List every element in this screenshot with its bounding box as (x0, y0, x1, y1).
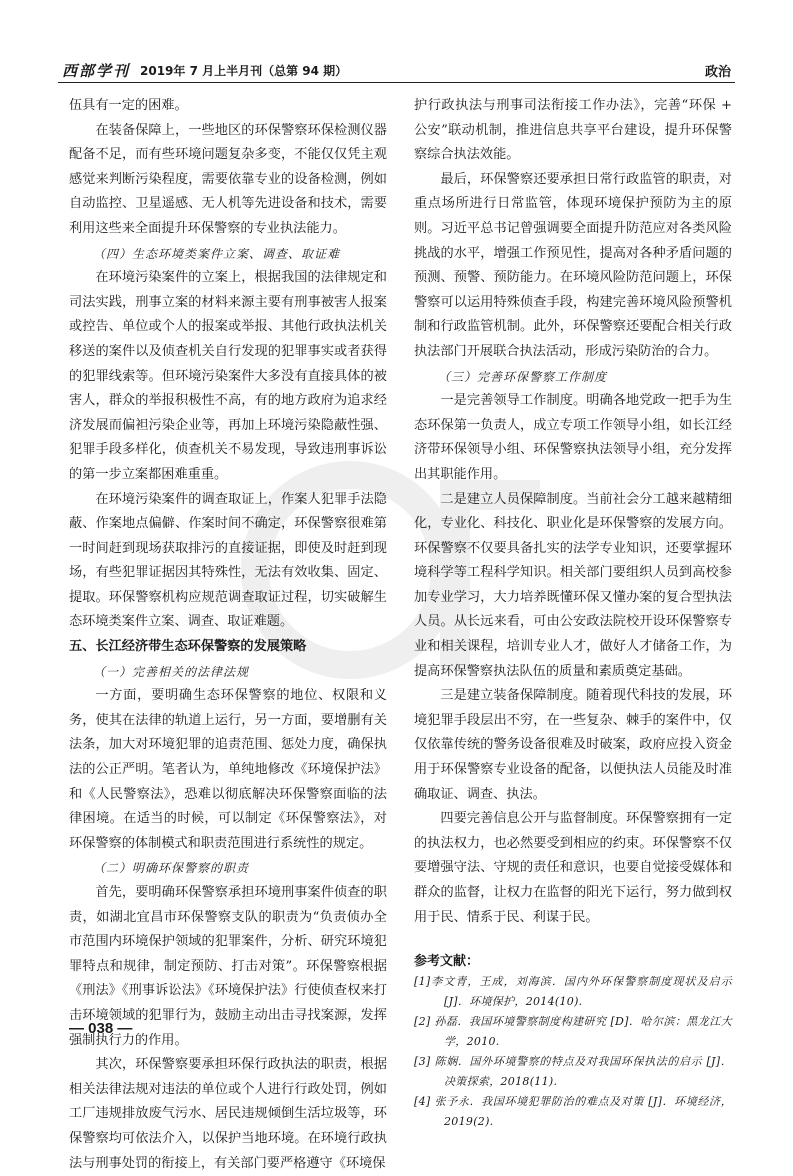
issue-info: 2019年 7 月上半月刊（总第 94 期） (140, 64, 348, 78)
body-paragraph: 三是建立装备保障制度。随着现代科技的发展，环境犯罪手段层出不穷，在一些复杂、棘手的案件中，仅仅依靠传统的警务设备很难及时破案，政府应投入资金用于环保警察专业设备的配备，以便执法人员能及时准确取证、调查、执法。 (414, 688, 732, 802)
references-list (414, 972, 732, 1132)
reference-item: [4] 张予永．我国环境犯罪防治的难点及对策 [J]．环境经济，2019(2). (414, 1095, 732, 1129)
references-title: 参考文献： (414, 954, 480, 970)
body-paragraph: 在装备保障上，一些地区的环保警察环保检测仪器配备不足，而有些环境问题复杂多变，不能仅仅凭主观感觉来判断污染程度，需要依靠专业的设备检测，例如自动监控、卫星遥感、无人机等先进设备和技术，需要利用这些来全面提升环保警察的专业执法能力。 (69, 122, 387, 236)
running-header (58, 56, 735, 83)
right-column-body (414, 94, 732, 930)
reference-item: [3] 陈娴．国外环境警察的特点及对我国环保执法的启示 [J]．决策探索，2018(11). (414, 1055, 732, 1089)
body-paragraph: 伍具有一定的困难。 (69, 98, 188, 113)
subsection-heading: （一）完善相关的法律法规 (93, 664, 250, 679)
subsection-heading: （三）完善环保警察工作制度 (438, 369, 608, 384)
subsection-heading: （二）明确环保警察的职责 (93, 861, 250, 876)
body-paragraph: 其次，环保警察要承担环保行政执法的职责，根据相关法律法规对违法的单位或个人进行行政处罚，例如工厂违规排放废气污水、居民违规倾倒生活垃圾等，环保警察均可依法介入，以保护当地环境。在环境行政执法与刑事处罚的衔接上，有关部门要严格遵守《环境保 (69, 1057, 387, 1171)
right-column (414, 94, 732, 1132)
section-name: 政治 (704, 65, 731, 80)
subsection-heading: （四）生态环境类案件立案、调查、取证难 (93, 246, 341, 261)
reference-item: [2] 孙磊．我国环境警察制度构建研究 [D]．哈尔滨：黑龙江大学，2010. (414, 1015, 732, 1049)
left-column (69, 94, 387, 1176)
reference-item: [1]李文青，王成，刘海滨．国内外环保警察制度现状及启示 [J]．环境保护，2014(10). (414, 975, 732, 1009)
body-paragraph: 护行政执法与刑事司法衔接工作办法》，完善“环保 + 公安”联动机制，推进信息共享平台建设，提升环保警察综合执法效能。 (414, 98, 732, 163)
body-paragraph: 最后，环保警察还要承担日常行政监管的职责，对重点场所进行日常监管，体现环境保护预防为主的原则。习近平总书记曾强调要全面提升防范应对各类风险挑战的水平，增强工作预见性，提高对各种矛盾问题的预测、预警、预防能力。在环境风险防范问题上，环保警察可以运用特殊侦查手段，构建完善环境风险预警机制和行政监管机制。此外，环保警察还要配合相关行政执法部门开展联合执法活动，形成污染防治的合力。 (414, 171, 732, 359)
page-number: — 038 — (69, 1020, 133, 1037)
body-paragraph: 一是完善领导工作制度。明确各地党政一把手为生态环保第一负责人，成立专项工作领导小组，如长江经济带环保领导小组、环保警察执法领导小组，充分发挥出其职能作用。 (414, 393, 732, 482)
body-paragraph: 在环境污染案件的调查取证上，作案人犯罪手法隐蔽、作案地点偏僻、作案时间不确定，环保警察很难第一时间赶到现场获取排污的直接证据，即使及时赶到现场，有些犯罪证据因其特殊性，无法有效收集、固定、提取。环保警察机构应规范调查取证过程，切实破解生态环境类案件立案、调查、取证难题。 (69, 491, 387, 630)
body-paragraph: 二是建立人员保障制度。当前社会分工越来越精细化，专业化、科技化、职业化是环保警察的发展方向。环保警察不仅要具备扎实的法学专业知识，还要掌握环境科学等工程科学知识。相关部门要组织人员到高校参加专业学习，大力培养既懂环保又懂办案的复合型执法人员。从长远来看，可由公安政法院校开设环保警察专业和相关课程，培训专业人才，做好人才储备工作，为提高环保警察执法队伍的质量和素质奠定基础。 (414, 491, 732, 679)
body-paragraph: 一方面，要明确生态环保警察的地位、权限和义务，使其在法律的轨道上运行，另一方面，要增删有关法条，加大对环境犯罪的追责范围、惩处力度，确保执法的公正严明。笔者认为，单纯地修改《环境保护法》和《人民警察法》，恐难以彻底解决环保警察面临的法律困境。在适当的时候，可以制定《环保警察法》，对环保警察的体制模式和职责范围进行系统性的规定。 (69, 688, 387, 851)
section-heading: 五、长江经济带生态环保警察的发展策略 (69, 639, 307, 655)
body-paragraph: 在环境污染案件的立案上，根据我国的法律规定和司法实践，刑事立案的材料来源主要有刑事被害人报案或控告、单位或个人的报案或举报、其他行政执法机关移送的案件以及侦查机关自行发现的犯罪事实或者获得的犯罪线索等。但环境污染案件大多没有直接具体的被害人，群众的举报积极性不高，有的地方政府为追求经济发展而偏袒污染企业等，再加上环境污染隐蔽性强、犯罪手段多样化，侦查机关不易发现，导致违刑事诉讼的第一步立案都困难重重。 (69, 270, 387, 482)
body-paragraph: 首先，要明确环保警察承担环境刑事案件侦查的职责，如湖北宜昌市环保警察支队的职责为“负责侦办全市范围内环境保护领域的犯罪案件，分析、研究环境犯罪特点和规律，制定预防、打击对策”。环保警察根据《刑法》《刑事诉讼法》《环境保护法》行使侦查权来打击环境领域的犯罪行为，鼓励主动出击寻找案源，发挥强制执行力的作用。 (69, 885, 387, 1048)
body-paragraph: 四要完善信息公开与监督制度。环保警察拥有一定的执法权力，也必然要受到相应的约束。环保警察不仅要增强守法、守规的责任和意识，也要自觉接受媒体和群众的监督，让权力在监督的阳光下运行，努力做到权用于民、情系于民、利谋于民。 (414, 811, 732, 925)
journal-logo: 西部学刊 (62, 62, 131, 80)
